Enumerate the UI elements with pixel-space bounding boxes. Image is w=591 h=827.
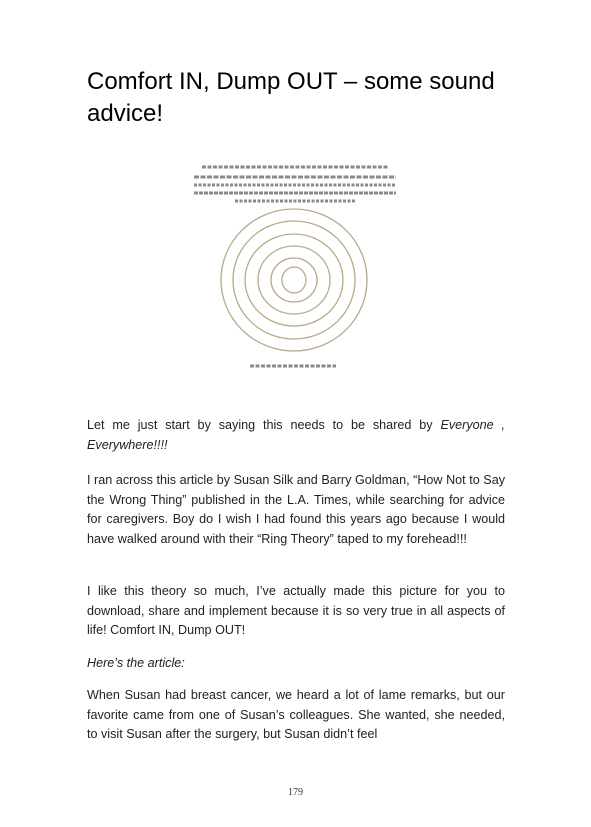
- page-title: Comfort IN, Dump OUT – some sound advice!: [87, 68, 495, 127]
- paragraph: I like this theory so much, I’ve actually made this picture for you to download, share and implement because it is so very true in all aspects of life! Comfort IN, Dump OUT!: [87, 584, 505, 638]
- concentric-rings: [221, 209, 367, 351]
- ring-circle: [271, 258, 317, 302]
- ring-circle: [233, 221, 355, 339]
- ring-theory-diagram: [150, 150, 440, 380]
- page-number: 179: [288, 787, 303, 798]
- ring-circle: [221, 209, 367, 351]
- ring-circle: [282, 267, 306, 293]
- paragraph-article-intro: Here’s the article:: [87, 656, 185, 670]
- figure-caption-lines: [194, 167, 396, 201]
- ring-circle: [245, 234, 343, 326]
- paragraph: [87, 416, 505, 455]
- paragraph: I ran across this article by Susan Silk and Barry Goldman, “How Not to Say the Wrong Thing” published in the L.A. Times, while searching for advice for caregivers. Boy do I wish I had found this years ago because I would have walked around with their “Ring Theory” taped to my forehead!!!: [87, 473, 505, 546]
- emphasis-text: Everyone , Everywhere!!!!: [87, 418, 506, 452]
- paragraph: When Susan had breast cancer, we heard a lot of lame remarks, but our favorite came from one of Susan’s colleagues. She wanted, she needed, to visit Susan after the surgery, but Susan didn’t feel: [87, 688, 505, 742]
- ring-circle: [258, 246, 330, 314]
- ring-theory-figure: [150, 150, 440, 380]
- paragraph-text: Let me just start by saying this needs to be shared by: [87, 418, 441, 432]
